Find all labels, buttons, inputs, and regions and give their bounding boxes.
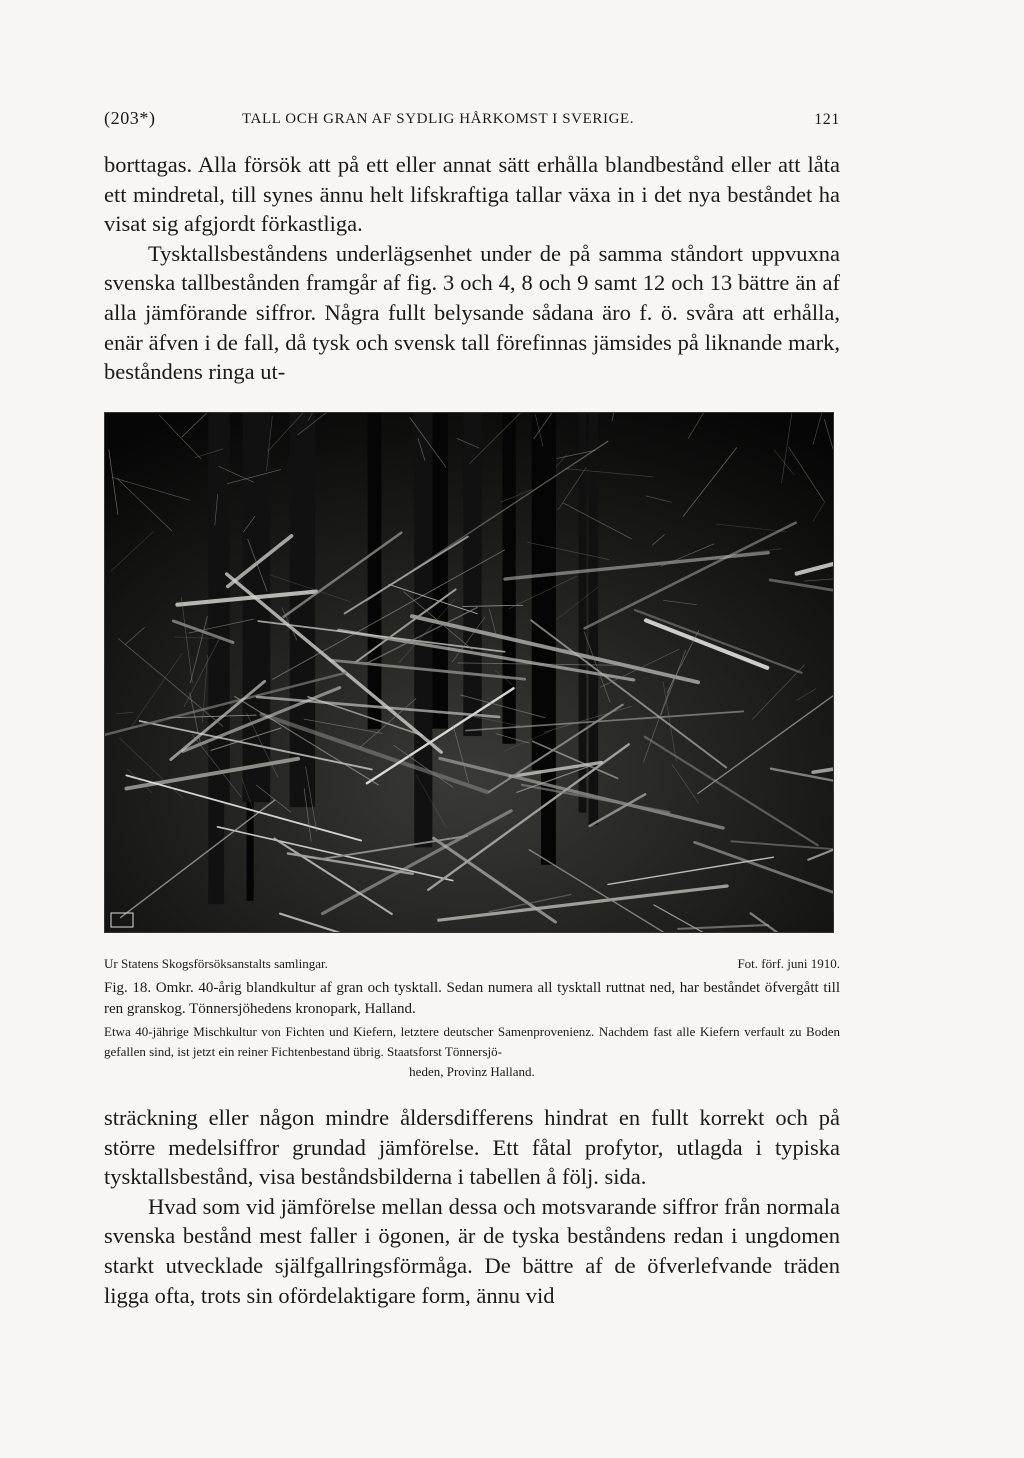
- page-number: 121: [814, 111, 840, 128]
- body-text-top: [104, 150, 840, 387]
- figure-caption: [104, 954, 840, 1082]
- caption-swedish: Fig. 18. Omkr. 40-årig blandkultur af gran och tysktall. Sedan numera all tysktall ruttnat ned, har beståndet öfvergått till ren granskog. Tönnersjöhedens kronopark, Halland.: [104, 980, 840, 1017]
- credit-source: Ur Statens Skogsförsöksanstalts samlingar.: [104, 956, 328, 971]
- paragraph: Tysktallsbeståndens underlägsenhet under de på samma ståndort uppvuxna svenska tallbestånden framgår af fig. 3 och 4, 8 och 9 samt 12 och 13 bättre än af alla jämförande siffror. Några fullt belysande sådana äro f. ö. svåra att erhålla, enär äfven i de fall, då tysk och svensk tall förefinnas jämsides på liknande mark, beståndens ringa ut-: [104, 240, 840, 385]
- paragraph: borttagas. Alla försök att på ett eller annat sätt erhålla blandbestånd eller att låta ett mindretal, till synes ännu helt lifskraftiga tallar växa in i det nya beståndet ha visat sig afgjordt förkastliga.: [104, 152, 840, 237]
- paragraph: sträckning eller någon mindre åldersdifferens hindrat en fullt korrekt och på större medelsiffror grundad jämförelse. Ett fåtal profytor, utlagda i typiska tysktallsbestånd, visa beståndsbilderna i tabellen å följ. sida.: [104, 1105, 840, 1190]
- paragraph: Hvad som vid jämförelse mellan dessa och motsvarande siffror från normala svenska bestånd mest faller i ögonen, är de tyska beståndens redan i ungdomen starkt utvecklade själfgallringsförmåga. De bättre af de öfverlefvande träden ligga ofta, trots sin ofördelaktigare form, ännu vid: [104, 1193, 840, 1308]
- page-reference: (203*): [104, 108, 156, 128]
- caption-german: Etwa 40-jährige Mischkultur von Fichten und Kiefern, letztere deutscher Samenprovenienz. Nachdem fast alle Kiefern verfault zu Boden gefallen sind, ist jetzt ein reiner Fichtenbestand übrig. Staatsforst Tönnersjö-: [104, 1024, 840, 1059]
- running-title: TALL OCH GRAN AF SYDLIG HÅRKOMST I SVERIGE.: [242, 111, 635, 127]
- forest-photograph-image: [105, 413, 833, 932]
- forest-photograph: [104, 412, 834, 933]
- body-text-bottom: [104, 1103, 840, 1310]
- running-header: [104, 108, 840, 134]
- photo-credit: [104, 954, 840, 974]
- caption-german-end: heden, Provinz Halland.: [409, 1064, 535, 1079]
- credit-photographer: Fot. förf. juni 1910.: [737, 956, 840, 971]
